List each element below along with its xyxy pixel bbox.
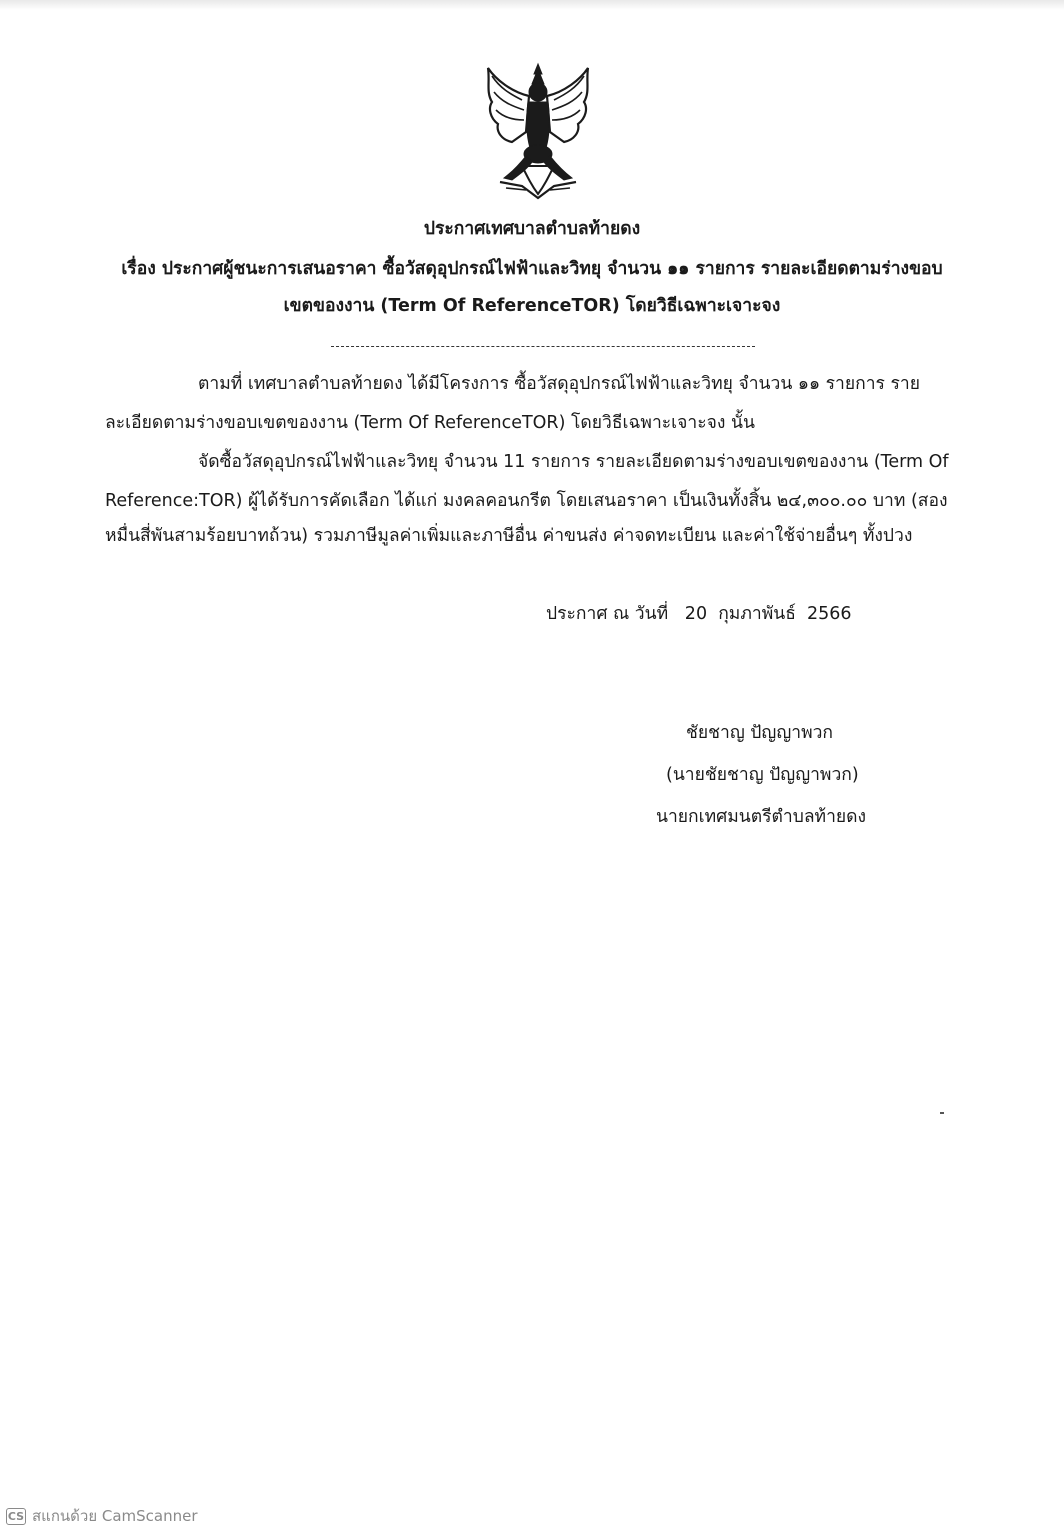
divider-line	[331, 346, 755, 347]
paragraph-2-line-3: หมื่นสี่พันสามร้อยบาทถ้วน) รวมภาษีมูลค่าเพิ่มและภาษีอื่น ค่าขนส่ง ค่าจดทะเบียน และค่าใช้จ่ายอื่นๆ ทั้งปวง	[105, 526, 913, 546]
signatory-position: นายกเทศมนตรีตำบลท้ายดง	[656, 807, 867, 827]
signature-text: ชัยชาญ ปัญญาพวก	[686, 723, 834, 743]
subject-line-2: เขตของงาน (Term Of ReferenceTOR) โดยวิธีเฉพาะเจาะจง	[283, 296, 781, 316]
camscanner-logo-icon: CS	[7, 1509, 25, 1523]
paragraph-1-line-2: ละเอียดตามร่างขอบเขตของงาน (Term Of ReferenceTOR) โดยวิธีเฉพาะเจาะจง นั้น	[105, 413, 755, 433]
signatory-name: (นายชัยชาญ ปัญญาพวก)	[666, 765, 859, 785]
paragraph-2-line-2: Reference:TOR) ผู้ได้รับการคัดเลือก ได้แก่ มงคลคอนกรีต โดยเสนอราคา เป็นเงินทั้งสิ้น ๒๔,๓๐๐.๐๐ บาท (สอง	[105, 491, 948, 511]
subject-line-1: เรื่อง ประกาศผู้ชนะการเสนอราคา ซื้อวัสดุอุปกรณ์ไฟฟ้าและวิทยุ จำนวน ๑๑ รายการ รายละเอียดตามร่างขอบ	[121, 259, 943, 279]
scan-speck	[940, 1112, 944, 1114]
announcement-date: ประกาศ ณ วันที่ 20 กุมภาพันธ์ 2566	[546, 604, 852, 624]
paragraph-1-line-1: ตามที่ เทศบาลตำบลท้ายดง ได้มีโครงการ ซื้อวัสดุอุปกรณ์ไฟฟ้าและวิทยุ จำนวน ๑๑ รายการ ราย	[198, 374, 920, 394]
camscanner-footer	[6, 1505, 198, 1527]
paragraph-2-line-1: จัดซื้อวัสดุอุปกรณ์ไฟฟ้าและวิทยุ จำนวน 11 รายการ รายละเอียดตามร่างขอบเขตของงาน (Term Of	[198, 452, 949, 472]
garuda-emblem-icon	[482, 62, 594, 202]
scan-top-edge	[0, 0, 1064, 10]
camscanner-label: สแกนด้วย CamScanner	[32, 1507, 198, 1525]
announcement-title: ประกาศเทศบาลตำบลท้ายดง	[423, 219, 641, 239]
